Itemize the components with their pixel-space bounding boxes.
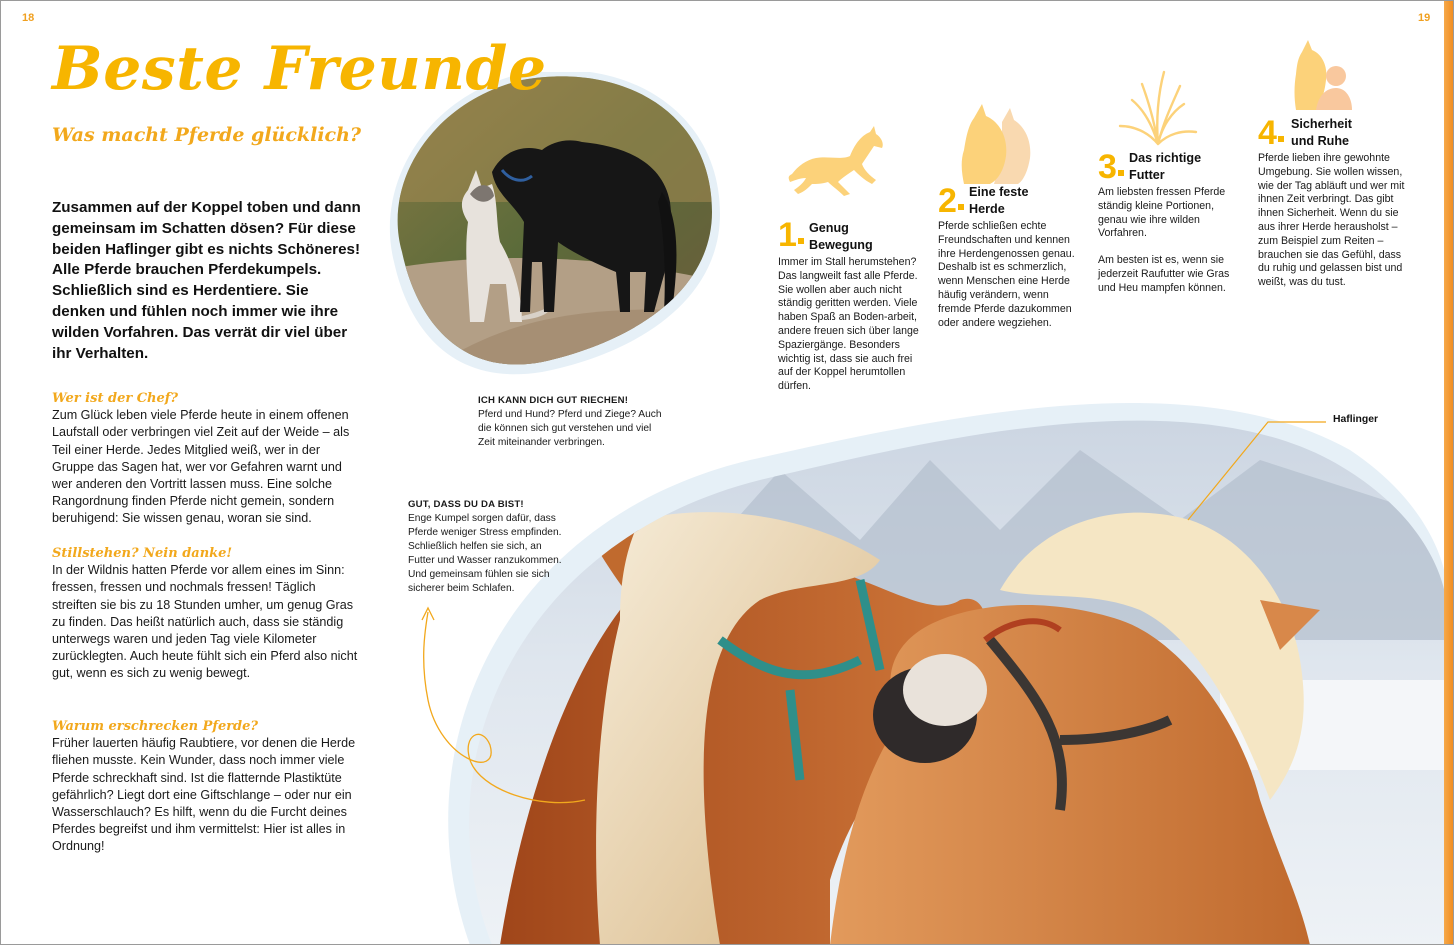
step-text: Pferde lieben ihre gewohnte Umgebung. Sie wollen wissen, wie der Tag abläuft und wer mit ihnen Zeit verbringt. Das gibt ihnen Sicherheit. Wenn du sie aus ihrer Herde herausholst – zum Beispiel zum Reiten – brauchen sie das Gefühl, dass du ruhig und gelassen bist und weißt, was du tust. <box>1258 152 1405 289</box>
two-horse-heads-icon <box>958 104 1038 186</box>
grass-icon <box>1118 70 1198 146</box>
caption-friends <box>408 498 570 596</box>
step-text-2: Am besten ist es, wenn sie jederzeit Raufutter wie Gras und Heu mampfen können. <box>1098 254 1230 294</box>
caption-title: GUT, DASS DU DA BIST! <box>408 499 524 510</box>
caption-title: ICH KANN DICH GUT RIECHEN! <box>478 395 629 406</box>
section-heading: Warum erschrecken Pferde? <box>52 719 259 734</box>
galloping-horse-icon <box>784 124 888 198</box>
section-text: Früher lauerten häufig Raubtiere, vor denen die Herde fliehen musste. Kein Wunder, dass noch immer viele Pferde schreckhaft sind. Ist die flatternde Plastiktüte gefährlich? Liegt dort eine Giftschlange – oder nur ein Wasserschlauch? Es hilft, wenn du die Furcht deines Pferdes begreifst und ihm vermittelst: Hier ist alles in Ordnung! <box>52 736 356 854</box>
step-heading: Eine feste Herde <box>969 185 1029 216</box>
step-heading: Genug Bewegung <box>809 221 873 252</box>
page-subtitle: Was macht Pferde glücklich? <box>52 124 362 146</box>
dog-and-pony-photo <box>372 72 722 382</box>
haflinger-label: Haflinger <box>1333 414 1379 425</box>
step-number: 1 <box>778 216 797 254</box>
step-heading: Sicherheit und Ruhe <box>1291 117 1352 148</box>
section-heading: Wer ist der Chef? <box>52 391 178 406</box>
section-heading: Stillstehen? Nein danke! <box>52 546 233 561</box>
section-erschrecken <box>52 718 362 856</box>
section-text: Zum Glück leben viele Pferde heute in einem offenen Laufstall oder verbringen viel Zeit auf der Weide – als Teil einer Herde. Jedes Mitglied weiß, wer in der Gruppe das Sagen hat, wer vor Gefahren warnt und wer anderen den Vortritt lassen muss. Eine solche Rangordnung finden Pferde nicht gemein, sondern beruhigend: Sie wissen genau, woran sie sind. <box>52 408 350 526</box>
intro-text: Zusammen auf der Koppel toben und dann gemeinsam im Schatten dösen? Für diese beiden Haflinger gibt es nichts Schöneres! Alle Pferde brauchen Pferdekumpels. Schließlich sind es Herdentiere. Sie denken und fühlen noch immer wie ihre wilden Vorfahren. Das verrät dir viel über ihr Verhalten. <box>52 199 361 362</box>
step-number: 4 <box>1258 114 1277 152</box>
section-text: In der Wildnis hatten Pferde vor allem eines im Sinn: fressen, fressen und nochmals fressen! Täglich streiften sie bis zu 18 Stunden umher, um genug Gras zu finden. Das heißt natürlich auch, dass sie ständig unterwegs waren und jeden Tag viele Kilometer zurücklegten. Auch heute fühlt sich ein Pferd also nicht gut, wenn es sich zu wenig bewegt. <box>52 563 358 681</box>
caption-text: Enge Kumpel sorgen dafür, dass Pferde weniger Stress empfinden. Schließlich helfen sie sich, an Futter und Wasser ranzukommen. Und gemeinsam fühlen sie sich sicherer beim Schlafen. <box>408 513 562 594</box>
page-title: Beste Freunde <box>52 34 547 104</box>
caption-text: Pferd und Hund? Pferd und Ziege? Auch die können sich gut verstehen und viel Zeit miteinander verbringen. <box>478 409 662 448</box>
step-text: Immer im Stall herumstehen? Das langweilt fast alle Pferde. Sie wollen aber auch nicht ständig geritten werden. Viele haben Spaß an Boden-arbeit, andere freuen sich über lange Spaziergänge. Besonders wichtig ist, dass sie auch frei auf der Koppel herumtollen dürfen. <box>778 256 919 393</box>
caption-dog-horse <box>478 394 668 450</box>
step-text: Pferde schließen echte Freundschaften und kennen ihre Herdengenossen genau. Deshalb ist es schmerzlich, wenn Menschen eine Herde häufig verändern, wenn fremde Pferde dazukommen oder andere wegziehen. <box>938 220 1075 329</box>
page-edge-strip <box>1444 0 1454 945</box>
section-chef <box>52 390 362 528</box>
section-stillstehen <box>52 545 362 683</box>
step-number: 3 <box>1098 148 1117 186</box>
page-number-right: 19 <box>1418 12 1431 24</box>
step-number: 2 <box>938 182 957 220</box>
step-text: Am liebsten fressen Pferde ständig kleine Portionen, genau wie ihre wilden Vorfahren. <box>1098 186 1226 240</box>
page-number-left: 18 <box>22 12 35 24</box>
girl-with-horse-icon <box>1292 38 1352 112</box>
step-heading: Das richtige Futter <box>1129 151 1202 182</box>
